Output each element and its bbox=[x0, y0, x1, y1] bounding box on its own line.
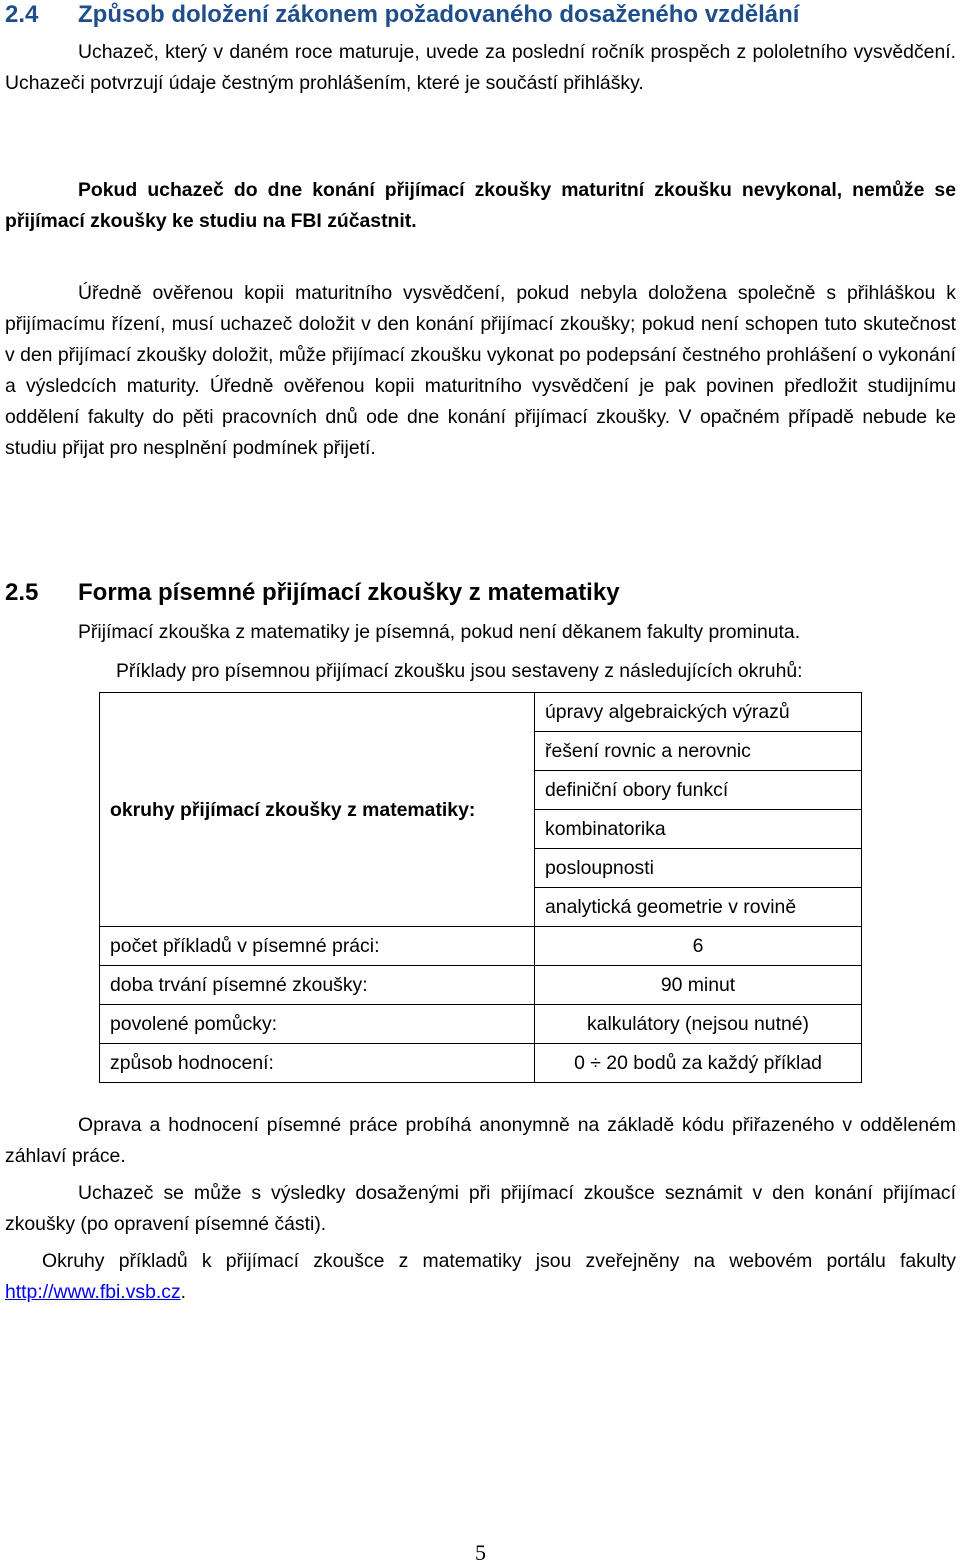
exam-info-table bbox=[99, 692, 862, 1083]
topic-cell: definiční obory funkcí bbox=[535, 771, 862, 810]
paragraph-prospech: Uchazeč, který v daném roce maturuje, uvede za poslední ročník prospěch z pololetního vysvědčení. Uchazeči potvrzují údaje čestným prohlášením, které je součástí přihlášky. bbox=[5, 41, 956, 94]
table-row bbox=[100, 927, 862, 966]
table-row bbox=[100, 966, 862, 1005]
paragraph-vysledky: Uchazeč se může s výsledky dosaženými při přijímací zkoušce seznámit v den konání přijímací zkoušky (po opravení písemné části). bbox=[5, 1182, 956, 1235]
row-value-cell: 90 minut bbox=[535, 966, 862, 1005]
row-value-cell: 0 ÷ 20 bodů za každý příklad bbox=[535, 1044, 862, 1083]
topic-cell: řešení rovnic a nerovnic bbox=[535, 732, 862, 771]
section-number: 2.5 bbox=[5, 579, 39, 606]
topics-label-cell: okruhy přijímací zkoušky z matematiky: bbox=[100, 693, 535, 927]
paragraph-maturita-warning: Pokud uchazeč do dne konání přijímací zkoušky maturitní zkoušku nevykonal, nemůže se přijímací zkoušky ke studiu na FBI zúčastnit. bbox=[5, 179, 956, 232]
row-label-cell: způsob hodnocení: bbox=[100, 1044, 535, 1083]
row-value-cell: kalkulátory (nejsou nutné) bbox=[535, 1005, 862, 1044]
paragraph-oprava-hodnoceni: Oprava a hodnocení písemné práce probíhá anonymně na základě kódu přiřazeného v odděleném záhlaví práce. bbox=[5, 1114, 956, 1167]
portal-text: Okruhy příkladů k přijímací zkoušce z matematiky jsou zveřejněny na webovém portálu fakulty bbox=[42, 1250, 956, 1272]
topic-cell: úpravy algebraických výrazů bbox=[535, 693, 862, 732]
topic-cell: analytická geometrie v rovině bbox=[535, 888, 862, 927]
section-heading-2-5 bbox=[5, 578, 620, 608]
portal-text-end: . bbox=[180, 1281, 187, 1303]
row-label-cell: povolené pomůcky: bbox=[100, 1005, 535, 1044]
page-number: 5 bbox=[475, 1540, 486, 1565]
document-page bbox=[5, 0, 956, 1565]
paragraph-pisemna-zkouska: Přijímací zkouška z matematiky je písemná, pokud není děkanem fakulty prominuta. bbox=[78, 621, 801, 643]
faculty-portal-link[interactable]: http://www.fbi.vsb.cz bbox=[5, 1281, 181, 1303]
paragraph-okruhy-portal bbox=[5, 1246, 956, 1308]
paragraph-okruhy-intro: Příklady pro písemnou přijímací zkoušku jsou sestaveny z následujících okruhů: bbox=[116, 660, 803, 682]
section-title: Forma písemné přijímací zkoušky z matematiky bbox=[78, 579, 620, 606]
row-label-cell: počet příkladů v písemné práci: bbox=[100, 927, 535, 966]
paragraph-overena-kopie: Úředně ověřenou kopii maturitního vysvědčení, pokud nebyla doložena společně s přihláškou k přijímacímu řízení, musí uchazeč doložit v den konání přijímací zkoušky; pokud není schopen tuto skutečnost v den přijímací zkoušky doložit, může přijímací zkoušku vykonat po podepsání čestného prohlášení o vykonání a výsledcích maturity. Úředně ověřenou kopii maturitního vysvědčení je pak povinen předložit studijnímu oddělení fakulty do pěti pracovních dnů ode dne konání přijímací zkoušky. V opačném případě nebude ke studiu přijat pro nesplnění podmínek přijetí. bbox=[5, 282, 956, 459]
topic-cell: posloupnosti bbox=[535, 849, 862, 888]
table-row bbox=[100, 693, 862, 732]
section-heading-2-4 bbox=[5, 0, 799, 30]
table-row bbox=[100, 1005, 862, 1044]
topic-cell: kombinatorika bbox=[535, 810, 862, 849]
section-number: 2.4 bbox=[5, 1, 39, 28]
section-title: Způsob doložení zákonem požadovaného dosaženého vzdělání bbox=[78, 1, 800, 28]
row-label-cell: doba trvání písemné zkoušky: bbox=[100, 966, 535, 1005]
table-row bbox=[100, 1044, 862, 1083]
row-value-cell: 6 bbox=[535, 927, 862, 966]
